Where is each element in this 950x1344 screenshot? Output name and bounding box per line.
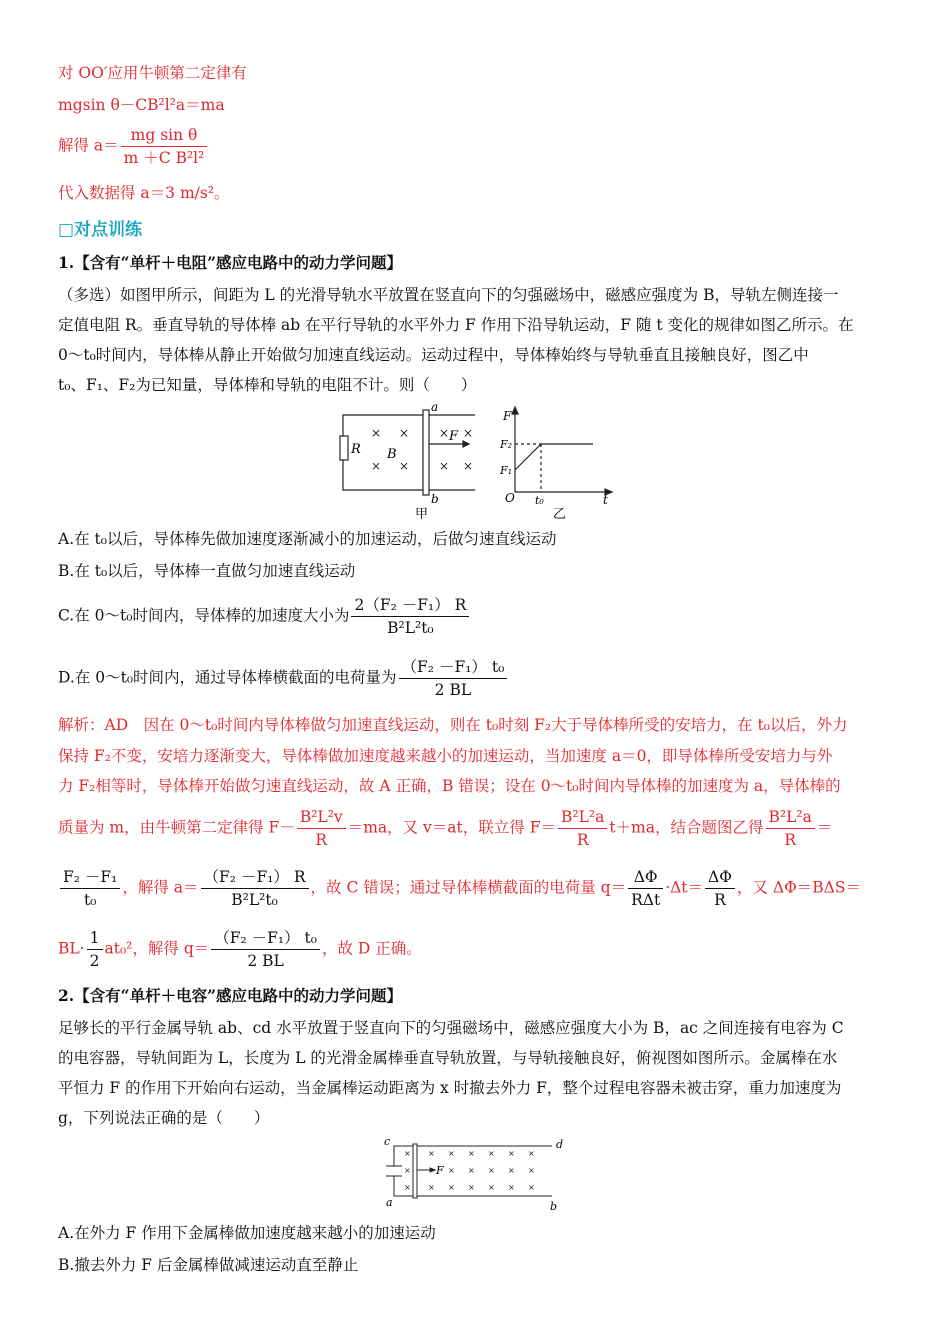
origin-O: O — [505, 491, 515, 505]
q1-option-b: B.在 t₀以后，导体棒一直做匀加速直线运动 — [58, 562, 356, 580]
fraction-num: 1 — [87, 927, 103, 950]
fraction-num: （F₂ －F₁） t₀ — [211, 927, 320, 950]
prev-line-4: 代入数据得 a＝3 m/s²。 — [58, 184, 230, 202]
section-title: □对点训练 — [58, 220, 143, 240]
fraction-num: （F₂ －F₁） R — [201, 866, 309, 889]
fraction-num: ΔΦ — [628, 866, 663, 889]
svg-text:×: × — [488, 1183, 495, 1192]
svg-text:×: × — [428, 1183, 435, 1192]
q1-solution-line — [58, 927, 422, 972]
sol-text: ，又 ΔΦ＝BΔS＝ — [736, 878, 861, 897]
fraction-den: B²L²t₀ — [231, 891, 278, 909]
q1-stem-line: t₀、F₁、F₂为已知量，导体棒和导轨的电阻不计。则（ ） — [58, 376, 477, 394]
prev-fraction — [121, 124, 208, 169]
svg-text:×: × — [448, 1183, 455, 1192]
prev-line-3-text: 解得 a＝ — [58, 136, 119, 155]
q2-stem-line: 足够长的平行金属导轨 ab、cd 水平放置于竖直向下的匀强磁场中，磁感应强度大小为 B，ac 之间连接有电容为 C — [58, 1019, 844, 1037]
sol-text: BL· — [58, 939, 85, 958]
fraction-den: B²L²t₀ — [387, 619, 434, 637]
label-jia: 甲 — [415, 507, 429, 520]
fraction-den: RΔt — [631, 891, 661, 909]
axis-F: F — [503, 409, 512, 423]
sol-text: ＝ma，又 v＝at，联立得 F＝ — [347, 818, 556, 837]
label-c: c — [384, 1136, 391, 1148]
fraction-num: B²L²a — [766, 806, 815, 829]
svg-text:×: × — [463, 459, 474, 473]
prev-fraction-den: m ＋C B²l² — [123, 149, 205, 167]
fraction-den: R — [784, 831, 797, 849]
axis-t: t — [603, 493, 608, 507]
q1-option-c-fraction — [351, 594, 469, 639]
svg-text:×: × — [468, 1166, 475, 1175]
q1-solution-line: 力 F₂相等时，导体棒开始做匀速直线运动，故 A 正确，B 错误；设在 0～t₀时间内导体棒的加速度为 a，导体棒的 — [58, 777, 841, 795]
svg-text:×: × — [428, 1149, 435, 1158]
q1-option-a: A.在 t₀以后，导体棒先做加速度逐渐减小的加速运动，后做匀速直线运动 — [58, 530, 557, 548]
svg-text:×: × — [508, 1183, 515, 1192]
q1-stem-line: 定值电阻 R。垂直导轨的导体棒 ab 在平行导轨的水平外力 F 作用下沿导轨运动，F 随 t 变化的规律如图乙所示。在 — [58, 316, 854, 334]
q1-solution-line — [58, 806, 832, 851]
sol-text: t＋ma，结合题图乙得 — [609, 818, 764, 837]
svg-text:×: × — [468, 1183, 475, 1192]
tick-F1: F₁ — [500, 464, 513, 477]
svg-text:×: × — [488, 1149, 495, 1158]
label-a: a — [431, 400, 439, 414]
q2-heading: 2.【含有“单杆＋电容”感应电路中的动力学问题】 — [58, 986, 403, 1005]
label-b: b — [431, 492, 439, 506]
label-b: b — [550, 1200, 558, 1213]
sol-fraction — [60, 866, 120, 911]
svg-text:×: × — [448, 1166, 455, 1175]
fraction-num: B²L²v — [297, 806, 346, 829]
svg-text:×: × — [439, 459, 450, 473]
fraction-num: ΔΦ — [705, 866, 735, 889]
tick-t0: t₀ — [535, 494, 544, 507]
svg-text:×: × — [508, 1166, 515, 1175]
fraction-num: 2（F₂ －F₁） R — [351, 594, 469, 617]
sol-fraction — [87, 927, 103, 972]
svg-text:×: × — [528, 1149, 535, 1158]
svg-text:×: × — [404, 1149, 411, 1158]
q1-option-d — [58, 656, 509, 701]
label-a: a — [386, 1196, 393, 1209]
q2-option-b: B.撤去外力 F 后金属棒做减速运动直至静止 — [58, 1256, 359, 1274]
q1-solution-line: 解析：AD 因在 0～t₀时间内导体棒做匀加速直线运动，则在 t₀时刻 F₂大于导体棒所受的安培力，在 t₀以后，外力 — [58, 716, 848, 734]
fraction-num: F₂ －F₁ — [60, 866, 120, 889]
q2-stem-line: 的电容器，导轨间距为 L，长度为 L 的光滑金属棒垂直导轨放置，与导轨接触良好，俯视图如图所示。金属棒在水 — [58, 1049, 838, 1067]
sol-fraction — [558, 806, 607, 851]
prev-line-1: 对 OO′应用牛顿第二定律有 — [58, 64, 247, 82]
sol-text: 质量为 m，由牛顿第二定律得 F－ — [58, 818, 295, 837]
svg-text:×: × — [528, 1166, 535, 1175]
fraction-den: 2 BL — [247, 952, 284, 970]
q2-stem-line: 平恒力 F 的作用下开始向右运动，当金属棒运动距离为 x 时撤去外力 F，整个过程电容器未被击穿，重力加速度为 — [58, 1079, 842, 1097]
sol-fraction — [201, 866, 309, 911]
svg-text:×: × — [439, 426, 450, 440]
fraction-num: （F₂ －F₁） t₀ — [399, 656, 508, 679]
q1-option-c — [58, 594, 471, 639]
q1-option-d-fraction — [399, 656, 508, 701]
fraction-den: R — [714, 891, 726, 909]
sol-fraction — [297, 806, 346, 851]
svg-text:×: × — [463, 426, 474, 440]
q1-option-c-text: C.在 0～t₀时间内，导体棒的加速度大小为 — [58, 606, 350, 625]
prev-line-3 — [58, 124, 209, 169]
q1-stem-line: 0～t₀时间内，导体棒从静止开始做匀加速直线运动。运动过程中，导体棒始终与导轨垂直且接触良好，图乙中 — [58, 346, 809, 364]
sol-fraction — [705, 866, 735, 911]
f-t-graph — [512, 407, 612, 495]
svg-text:×: × — [371, 459, 382, 473]
fraction-num: B²L²a — [558, 806, 607, 829]
svg-text:×: × — [488, 1166, 495, 1175]
label-F: F — [449, 429, 459, 444]
prev-fraction-num: mg sin θ — [121, 124, 208, 147]
sol-text: ，故 C 错误；通过导体棒横截面的电荷量 q＝ — [310, 878, 627, 897]
fraction-den: 2 — [89, 952, 100, 970]
q1-option-d-text: D.在 0～t₀时间内，通过导体棒横截面的电荷量为 — [58, 668, 397, 687]
sol-text: ，故 D 正确。 — [321, 939, 422, 958]
sol-fraction — [628, 866, 663, 911]
sol-text: at₀²，解得 q＝ — [104, 939, 210, 958]
svg-text:×: × — [404, 1166, 411, 1175]
fraction-den: R — [576, 831, 589, 849]
svg-text:×: × — [468, 1149, 475, 1158]
fraction-den: t₀ — [83, 891, 97, 909]
sol-text: ，解得 a＝ — [122, 878, 199, 897]
q1-solution-line: 保持 F₂不变，安培力逐渐变大，导体棒做加速度越来越小的加速运动，当加速度 a＝0，即导体棒所受安培力与外 — [58, 747, 833, 765]
q1-stem-line: （多选）如图甲所示，间距为 L 的光滑导轨水平放置在竖直向下的匀强磁场中，磁感应强度为 B，导轨左侧连接一 — [58, 286, 839, 304]
q1-figure — [335, 400, 625, 520]
prev-line-2: mgsin θ－CB²l²a＝ma — [58, 96, 225, 114]
sol-text: ·Δt＝ — [665, 878, 704, 897]
tick-F2: F₂ — [500, 438, 513, 451]
svg-text:×: × — [448, 1149, 455, 1158]
svg-text:×: × — [399, 459, 410, 473]
sol-fraction — [211, 927, 320, 972]
svg-text:×: × — [399, 426, 410, 440]
svg-text:×: × — [528, 1183, 535, 1192]
fraction-den: R — [315, 831, 328, 849]
q1-heading: 1.【含有“单杆＋电阻”感应电路中的动力学问题】 — [58, 253, 403, 272]
fraction-den: 2 BL — [434, 681, 472, 699]
q2-option-a: A.在外力 F 作用下金属棒做加速度越来越小的加速运动 — [58, 1224, 436, 1242]
svg-text:×: × — [371, 426, 382, 440]
label-yi: 乙 — [553, 507, 567, 520]
svg-text:×: × — [404, 1183, 411, 1192]
q1-solution-line — [58, 866, 861, 911]
svg-text:×: × — [508, 1149, 515, 1158]
label-B: B — [387, 447, 397, 462]
label-R: R — [351, 442, 361, 457]
label-d: d — [556, 1138, 564, 1151]
sol-text: ＝ — [816, 818, 833, 837]
q2-figure — [380, 1136, 570, 1216]
sol-fraction — [766, 806, 815, 851]
label-F: F — [436, 1164, 444, 1177]
q2-stem-line: g，下列说法正确的是（ ） — [58, 1109, 270, 1127]
